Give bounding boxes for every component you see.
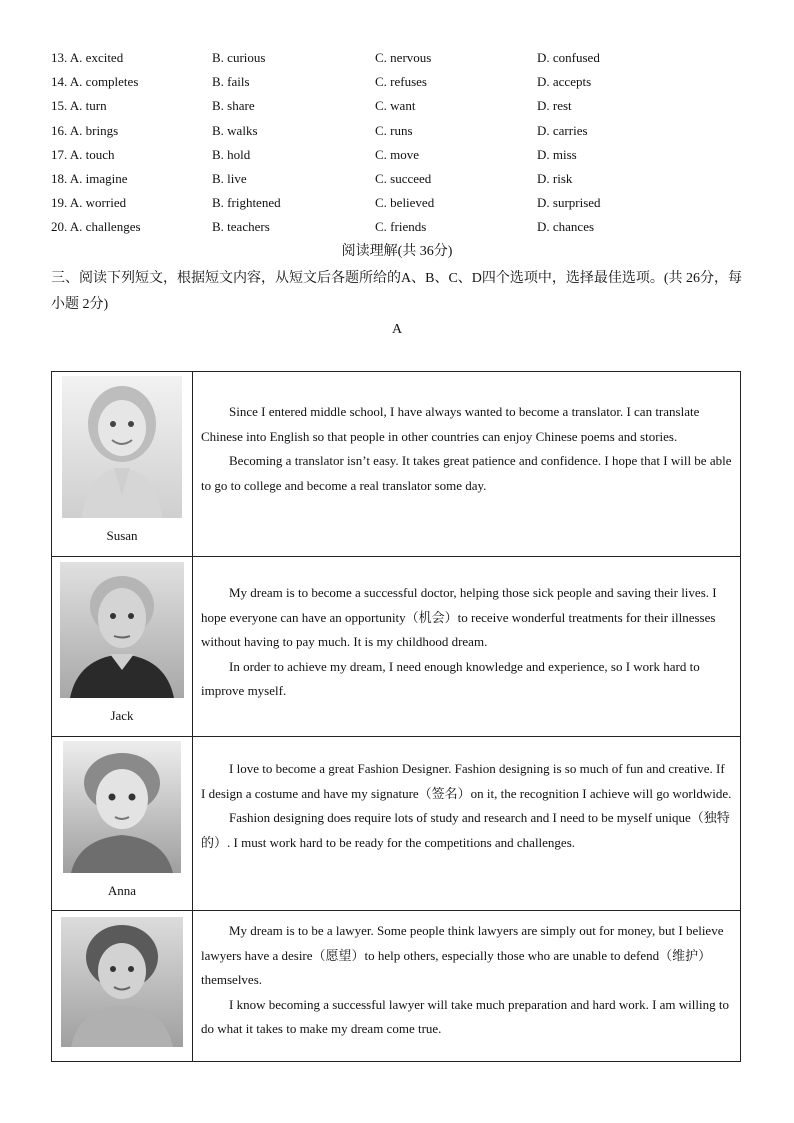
option-a: 18. A. imagine xyxy=(51,170,128,186)
option-b: B. fails xyxy=(212,74,250,90)
option-b: B. share xyxy=(212,98,255,114)
text-cell xyxy=(193,737,741,911)
paragraph: My dream is to become a successful doctor, helping those sick people and saving their lives. I hope everyone can have an opportunity（机会）to receive wonderful treatments for their illnesses without having to pay much. It is my childhood dream. xyxy=(201,585,717,649)
person-name: Susan xyxy=(106,528,138,543)
option-b: B. hold xyxy=(212,146,251,162)
option-d: D. miss xyxy=(537,146,577,162)
photo-cell xyxy=(52,737,193,911)
paragraph: In order to achieve my dream, I need enough knowledge and experience, so I work hard to improve myself. xyxy=(201,658,700,698)
option-a: 16. A. brings xyxy=(51,122,119,138)
paragraph: Since I entered middle school, I have always wanted to become a translator. I can translate Chinese into English so that people in other countries can enjoy Chinese poems and stories. xyxy=(201,404,700,444)
option-row-16 xyxy=(51,119,751,143)
girl-portrait-image xyxy=(63,741,181,873)
boy-portrait-image xyxy=(60,562,184,698)
option-a: 13. A. excited xyxy=(51,50,124,65)
person-name: Anna xyxy=(107,883,137,898)
option-b: B. live xyxy=(212,170,247,186)
option-d: D. risk xyxy=(537,170,573,186)
option-row-19 xyxy=(51,191,751,215)
option-c: C. nervous xyxy=(375,50,432,65)
option-a: 15. A. turn xyxy=(51,98,107,114)
option-b: B. curious xyxy=(212,50,266,65)
option-b: B. walks xyxy=(212,122,258,138)
option-d: D. chances xyxy=(537,219,595,235)
option-d: D. rest xyxy=(537,98,572,114)
person-name: Jack xyxy=(110,708,134,723)
option-c: C. believed xyxy=(375,195,435,211)
option-c: C. runs xyxy=(375,122,413,138)
section-title: 阅读理解(共 36分) xyxy=(341,244,453,259)
option-a: 14. A. completes xyxy=(51,74,139,90)
option-a: 19. A. worried xyxy=(51,195,127,211)
option-row-13 xyxy=(51,46,751,70)
photo-cell xyxy=(52,911,193,1062)
passage-letter: A xyxy=(391,322,403,337)
person-row-susan xyxy=(52,372,741,557)
text-cell xyxy=(193,911,741,1062)
photo-cell xyxy=(52,372,193,557)
paragraph: Becoming a translator isn’t easy. It takes great patience and confidence. I hope that I will be able to go to college and become a real translator some day. xyxy=(201,453,732,493)
option-row-18 xyxy=(51,167,751,191)
option-d: D. accepts xyxy=(537,74,592,90)
option-d: D. carries xyxy=(537,122,588,138)
option-d: D. surprised xyxy=(537,195,601,211)
girl-portrait-image xyxy=(62,376,182,518)
boy-portrait-image xyxy=(61,917,183,1047)
option-c: C. refuses xyxy=(375,74,427,90)
option-row-15 xyxy=(51,94,751,118)
paragraph: I love to become a great Fashion Designer. Fashion designing is so much of fun and creative. If I design a costume and have my signature（签名）on it, the recognition I achieve will go worldwide. xyxy=(201,761,732,801)
option-c: C. friends xyxy=(375,219,427,235)
option-c: C. succeed xyxy=(375,170,432,186)
option-row-20 xyxy=(51,215,751,239)
person-row-jack xyxy=(52,557,741,737)
option-c: C. want xyxy=(375,98,416,114)
option-b: B. frightened xyxy=(212,195,281,211)
instructions: 三、阅读下列短文，根据短文内容，从短文后各题所给的A、B、C、D四个选项中，选择最佳选项。(共 26分，每小题 2分) xyxy=(51,271,743,312)
option-c: C. move xyxy=(375,146,420,162)
passage-table xyxy=(51,371,741,1062)
option-b: B. teachers xyxy=(212,219,270,235)
text-cell xyxy=(193,372,741,557)
option-row-14 xyxy=(51,70,751,94)
photo-cell xyxy=(52,557,193,737)
paragraph: Fashion designing does require lots of study and research and I need to be myself unique（独特的）. I must work hard to be ready for the competitions and challenges. xyxy=(201,810,730,850)
paragraph: My dream is to be a lawyer. Some people think lawyers are simply out for money, but I believe lawyers have a desire（愿望）to help others, especially those who are unable to defend（维护）themselves. xyxy=(201,923,724,987)
person-row-lawyer xyxy=(52,911,741,1062)
person-row-anna xyxy=(52,737,741,911)
option-row-17 xyxy=(51,143,751,167)
text-cell xyxy=(193,557,741,737)
option-a: 17. A. touch xyxy=(51,146,115,162)
options-list xyxy=(51,46,751,240)
option-d: D. confused xyxy=(537,50,600,65)
paragraph: I know becoming a successful lawyer will take much preparation and hard work. I am willing to do what it takes to make my dream come true. xyxy=(201,996,729,1036)
option-a: 20. A. challenges xyxy=(51,219,141,235)
